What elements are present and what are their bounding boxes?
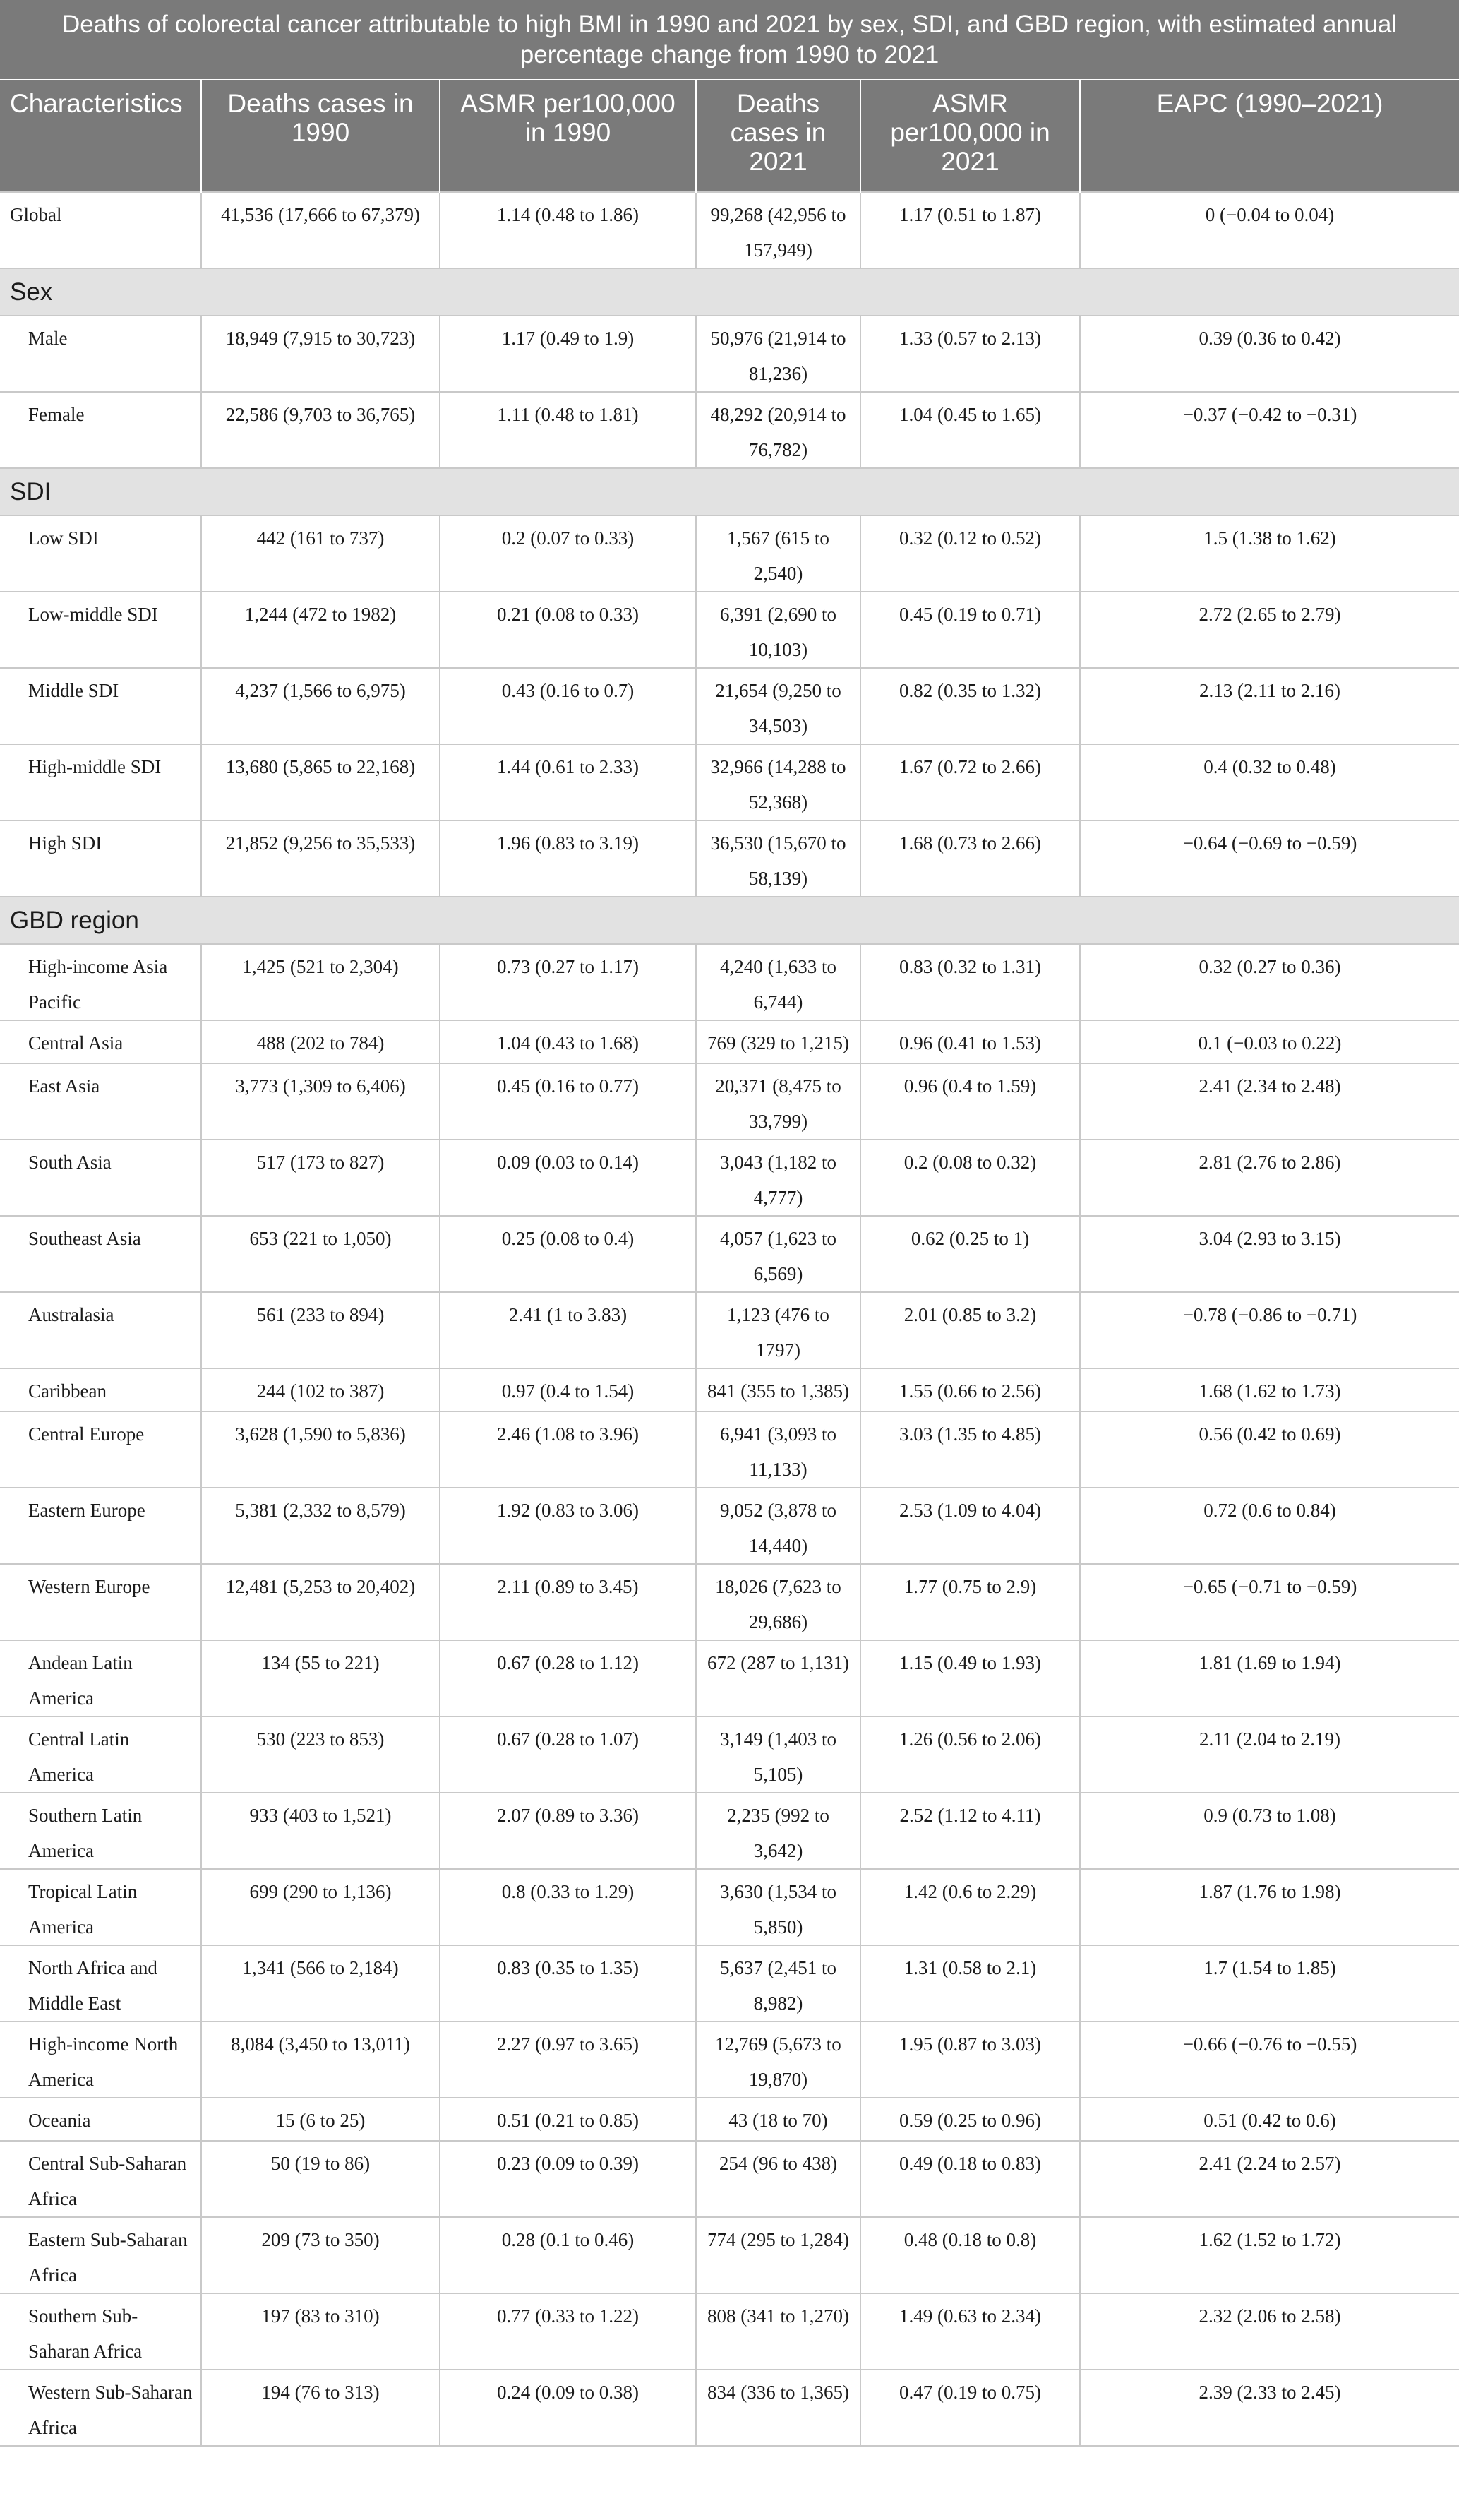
deaths-2021-cell: 774 (295 to 1,284) — [696, 2217, 860, 2293]
asmr-1990-cell: 0.8 (0.33 to 1.29) — [440, 1869, 696, 1945]
eapc-cell: 0.4 (0.32 to 0.48) — [1080, 744, 1459, 820]
asmr-1990-cell: 0.67 (0.28 to 1.12) — [440, 1640, 696, 1716]
asmr-2021-cell: 0.45 (0.19 to 0.71) — [860, 592, 1080, 668]
characteristic-cell: Tropical Latin America — [0, 1869, 201, 1945]
deaths-2021-cell: 672 (287 to 1,131) — [696, 1640, 860, 1716]
table-row — [0, 2022, 1459, 2098]
asmr-2021-cell: 0.59 (0.25 to 0.96) — [860, 2098, 1080, 2141]
eapc-cell: 2.11 (2.04 to 2.19) — [1080, 1716, 1459, 1793]
table-row — [0, 316, 1459, 392]
characteristic-cell: Low-middle SDI — [0, 592, 201, 668]
eapc-cell: −0.65 (−0.71 to −0.59) — [1080, 1564, 1459, 1640]
characteristic-cell: Oceania — [0, 2098, 201, 2141]
deaths-2021-cell: 254 (96 to 438) — [696, 2141, 860, 2217]
table-row — [0, 1368, 1459, 1411]
asmr-1990-cell: 2.27 (0.97 to 3.65) — [440, 2022, 696, 2098]
asmr-1990-cell: 0.28 (0.1 to 0.46) — [440, 2217, 696, 2293]
characteristic-cell: East Asia — [0, 1063, 201, 1140]
characteristic-cell: Female — [0, 392, 201, 468]
section-header-row — [0, 897, 1459, 944]
deaths-1990-cell: 1,244 (472 to 1982) — [201, 592, 440, 668]
table-row — [0, 1869, 1459, 1945]
asmr-1990-cell: 0.67 (0.28 to 1.07) — [440, 1716, 696, 1793]
deaths-1990-cell: 3,773 (1,309 to 6,406) — [201, 1063, 440, 1140]
asmr-1990-cell: 2.11 (0.89 to 3.45) — [440, 1564, 696, 1640]
deaths-1990-cell: 8,084 (3,450 to 13,011) — [201, 2022, 440, 2098]
asmr-2021-cell: 0.2 (0.08 to 0.32) — [860, 1140, 1080, 1216]
table-row — [0, 1945, 1459, 2022]
deaths-2021-cell: 3,630 (1,534 to 5,850) — [696, 1869, 860, 1945]
table-row — [0, 1140, 1459, 1216]
characteristic-cell: Central Sub-Saharan Africa — [0, 2141, 201, 2217]
deaths-1990-cell: 933 (403 to 1,521) — [201, 1793, 440, 1869]
table-row — [0, 592, 1459, 668]
table-row — [0, 2098, 1459, 2141]
asmr-1990-cell: 0.45 (0.16 to 0.77) — [440, 1063, 696, 1140]
table-row — [0, 2370, 1459, 2446]
deaths-1990-cell: 1,341 (566 to 2,184) — [201, 1945, 440, 2022]
asmr-2021-cell: 0.96 (0.41 to 1.53) — [860, 1020, 1080, 1063]
deaths-2021-cell: 4,057 (1,623 to 6,569) — [696, 1216, 860, 1292]
eapc-cell: 0.9 (0.73 to 1.08) — [1080, 1793, 1459, 1869]
asmr-2021-cell: 0.47 (0.19 to 0.75) — [860, 2370, 1080, 2446]
characteristic-cell: Central Europe — [0, 1411, 201, 1488]
deaths-1990-cell: 194 (76 to 313) — [201, 2370, 440, 2446]
deaths-2021-cell: 841 (355 to 1,385) — [696, 1368, 860, 1411]
deaths-1990-cell: 488 (202 to 784) — [201, 1020, 440, 1063]
asmr-1990-cell: 1.14 (0.48 to 1.86) — [440, 192, 696, 268]
eapc-cell: 2.39 (2.33 to 2.45) — [1080, 2370, 1459, 2446]
caption-row — [0, 0, 1459, 80]
characteristic-cell: South Asia — [0, 1140, 201, 1216]
asmr-2021-cell: 2.52 (1.12 to 4.11) — [860, 1793, 1080, 1869]
characteristic-cell: North Africa and Middle East — [0, 1945, 201, 2022]
asmr-2021-cell: 1.15 (0.49 to 1.93) — [860, 1640, 1080, 1716]
deaths-2021-cell: 3,149 (1,403 to 5,105) — [696, 1716, 860, 1793]
deaths-2021-cell: 21,654 (9,250 to 34,503) — [696, 668, 860, 744]
deaths-2021-cell: 6,391 (2,690 to 10,103) — [696, 592, 860, 668]
table-row — [0, 2217, 1459, 2293]
deaths-2021-cell: 43 (18 to 70) — [696, 2098, 860, 2141]
eapc-cell: 2.13 (2.11 to 2.16) — [1080, 668, 1459, 744]
table-row — [0, 1716, 1459, 1793]
deaths-2021-cell: 3,043 (1,182 to 4,777) — [696, 1140, 860, 1216]
asmr-1990-cell: 0.24 (0.09 to 0.38) — [440, 2370, 696, 2446]
asmr-1990-cell: 0.73 (0.27 to 1.17) — [440, 944, 696, 1020]
asmr-1990-cell: 2.07 (0.89 to 3.36) — [440, 1793, 696, 1869]
asmr-1990-cell: 1.96 (0.83 to 3.19) — [440, 820, 696, 897]
characteristic-cell: Western Europe — [0, 1564, 201, 1640]
table-row — [0, 1564, 1459, 1640]
characteristic-cell: Eastern Europe — [0, 1488, 201, 1564]
asmr-2021-cell: 1.26 (0.56 to 2.06) — [860, 1716, 1080, 1793]
deaths-2021-cell: 18,026 (7,623 to 29,686) — [696, 1564, 860, 1640]
asmr-2021-cell: 1.49 (0.63 to 2.34) — [860, 2293, 1080, 2370]
asmr-1990-cell: 1.11 (0.48 to 1.81) — [440, 392, 696, 468]
asmr-2021-cell: 0.32 (0.12 to 0.52) — [860, 515, 1080, 592]
table-row — [0, 1292, 1459, 1368]
eapc-cell: 1.62 (1.52 to 1.72) — [1080, 2217, 1459, 2293]
asmr-2021-cell: 0.82 (0.35 to 1.32) — [860, 668, 1080, 744]
eapc-cell: 2.32 (2.06 to 2.58) — [1080, 2293, 1459, 2370]
asmr-1990-cell: 0.51 (0.21 to 0.85) — [440, 2098, 696, 2141]
deaths-1990-cell: 3,628 (1,590 to 5,836) — [201, 1411, 440, 1488]
deaths-1990-cell: 134 (55 to 221) — [201, 1640, 440, 1716]
deaths-1990-cell: 22,586 (9,703 to 36,765) — [201, 392, 440, 468]
asmr-1990-cell: 0.83 (0.35 to 1.35) — [440, 1945, 696, 2022]
eapc-cell: 1.5 (1.38 to 1.62) — [1080, 515, 1459, 592]
section-title: GBD region — [0, 897, 1459, 944]
characteristic-cell: High-middle SDI — [0, 744, 201, 820]
table-row — [0, 744, 1459, 820]
deaths-1990-cell: 15 (6 to 25) — [201, 2098, 440, 2141]
asmr-1990-cell: 0.25 (0.08 to 0.4) — [440, 1216, 696, 1292]
table-row — [0, 944, 1459, 1020]
table-row — [0, 1488, 1459, 1564]
header-deaths-2021: Deaths cases in 2021 — [696, 80, 860, 192]
deaths-1990-cell: 1,425 (521 to 2,304) — [201, 944, 440, 1020]
eapc-cell: 0.32 (0.27 to 0.36) — [1080, 944, 1459, 1020]
asmr-1990-cell: 1.04 (0.43 to 1.68) — [440, 1020, 696, 1063]
asmr-1990-cell: 1.92 (0.83 to 3.06) — [440, 1488, 696, 1564]
deaths-2021-cell: 2,235 (992 to 3,642) — [696, 1793, 860, 1869]
eapc-cell: 1.68 (1.62 to 1.73) — [1080, 1368, 1459, 1411]
eapc-cell: −0.78 (−0.86 to −0.71) — [1080, 1292, 1459, 1368]
asmr-1990-cell: 1.17 (0.49 to 1.9) — [440, 316, 696, 392]
deaths-2021-cell: 1,567 (615 to 2,540) — [696, 515, 860, 592]
eapc-cell: 1.87 (1.76 to 1.98) — [1080, 1869, 1459, 1945]
asmr-2021-cell: 1.31 (0.58 to 2.1) — [860, 1945, 1080, 2022]
asmr-2021-cell: 2.01 (0.85 to 3.2) — [860, 1292, 1080, 1368]
deaths-2021-cell: 36,530 (15,670 to 58,139) — [696, 820, 860, 897]
characteristic-cell: Southern Sub-Saharan Africa — [0, 2293, 201, 2370]
deaths-2021-cell: 4,240 (1,633 to 6,744) — [696, 944, 860, 1020]
deaths-1990-cell: 41,536 (17,666 to 67,379) — [201, 192, 440, 268]
header-row — [0, 80, 1459, 192]
eapc-cell: 2.81 (2.76 to 2.86) — [1080, 1140, 1459, 1216]
header-deaths-1990: Deaths cases in 1990 — [201, 80, 440, 192]
table-row — [0, 1793, 1459, 1869]
characteristic-cell: Low SDI — [0, 515, 201, 592]
deaths-1990-cell: 13,680 (5,865 to 22,168) — [201, 744, 440, 820]
global-row — [0, 192, 1459, 268]
deaths-2021-cell: 6,941 (3,093 to 11,133) — [696, 1411, 860, 1488]
asmr-1990-cell: 2.41 (1 to 3.83) — [440, 1292, 696, 1368]
deaths-2021-cell: 1,123 (476 to 1797) — [696, 1292, 860, 1368]
eapc-cell: −0.66 (−0.76 to −0.55) — [1080, 2022, 1459, 2098]
asmr-2021-cell: 1.55 (0.66 to 2.56) — [860, 1368, 1080, 1411]
table-row — [0, 2141, 1459, 2217]
deaths-2021-cell: 32,966 (14,288 to 52,368) — [696, 744, 860, 820]
table-row — [0, 668, 1459, 744]
asmr-2021-cell: 1.67 (0.72 to 2.66) — [860, 744, 1080, 820]
asmr-1990-cell: 0.77 (0.33 to 1.22) — [440, 2293, 696, 2370]
eapc-cell: 0.39 (0.36 to 0.42) — [1080, 316, 1459, 392]
characteristic-cell: High-income North America — [0, 2022, 201, 2098]
deaths-2021-cell: 48,292 (20,914 to 76,782) — [696, 392, 860, 468]
asmr-2021-cell: 1.33 (0.57 to 2.13) — [860, 316, 1080, 392]
deaths-2021-cell: 50,976 (21,914 to 81,236) — [696, 316, 860, 392]
deaths-2021-cell: 808 (341 to 1,270) — [696, 2293, 860, 2370]
characteristic-cell: Southeast Asia — [0, 1216, 201, 1292]
characteristic-cell: Caribbean — [0, 1368, 201, 1411]
asmr-2021-cell: 0.62 (0.25 to 1) — [860, 1216, 1080, 1292]
deaths-2021-cell: 12,769 (5,673 to 19,870) — [696, 2022, 860, 2098]
section-header-row — [0, 268, 1459, 316]
asmr-1990-cell: 2.46 (1.08 to 3.96) — [440, 1411, 696, 1488]
table-title: Deaths of colorectal cancer attributable to high BMI in 1990 and 2021 by sex, SDI, and GBD region, with estimated annual percentage change from 1990 to 2021 — [0, 0, 1459, 80]
section-title: SDI — [0, 468, 1459, 515]
asmr-1990-cell: 0.23 (0.09 to 0.39) — [440, 2141, 696, 2217]
characteristic-cell: Western Sub-Saharan Africa — [0, 2370, 201, 2446]
deaths-1990-cell: 530 (223 to 853) — [201, 1716, 440, 1793]
characteristic-cell: Andean Latin America — [0, 1640, 201, 1716]
deaths-2021-cell: 9,052 (3,878 to 14,440) — [696, 1488, 860, 1564]
header-eapc: EAPC (1990–2021) — [1080, 80, 1459, 192]
asmr-2021-cell: 3.03 (1.35 to 4.85) — [860, 1411, 1080, 1488]
deaths-1990-cell: 18,949 (7,915 to 30,723) — [201, 316, 440, 392]
table-row — [0, 515, 1459, 592]
deaths-1990-cell: 5,381 (2,332 to 8,579) — [201, 1488, 440, 1564]
asmr-2021-cell: 2.53 (1.09 to 4.04) — [860, 1488, 1080, 1564]
characteristic-cell: Global — [0, 192, 201, 268]
header-asmr-2021: ASMR per100,000 in 2021 — [860, 80, 1080, 192]
characteristic-cell: High-income Asia Pacific — [0, 944, 201, 1020]
asmr-1990-cell: 0.43 (0.16 to 0.7) — [440, 668, 696, 744]
deaths-2021-cell: 5,637 (2,451 to 8,982) — [696, 1945, 860, 2022]
deaths-1990-cell: 442 (161 to 737) — [201, 515, 440, 592]
eapc-cell: 0.72 (0.6 to 0.84) — [1080, 1488, 1459, 1564]
asmr-2021-cell: 1.77 (0.75 to 2.9) — [860, 1564, 1080, 1640]
deaths-1990-cell: 244 (102 to 387) — [201, 1368, 440, 1411]
eapc-cell: −0.37 (−0.42 to −0.31) — [1080, 392, 1459, 468]
asmr-1990-cell: 0.21 (0.08 to 0.33) — [440, 592, 696, 668]
asmr-1990-cell: 0.2 (0.07 to 0.33) — [440, 515, 696, 592]
characteristic-cell: Central Latin America — [0, 1716, 201, 1793]
eapc-cell: −0.64 (−0.69 to −0.59) — [1080, 820, 1459, 897]
eapc-cell: 1.81 (1.69 to 1.94) — [1080, 1640, 1459, 1716]
section-header-row — [0, 468, 1459, 515]
table-row — [0, 1063, 1459, 1140]
table-row — [0, 1640, 1459, 1716]
deaths-1990-cell: 209 (73 to 350) — [201, 2217, 440, 2293]
eapc-cell: 0.56 (0.42 to 0.69) — [1080, 1411, 1459, 1488]
deaths-1990-cell: 50 (19 to 86) — [201, 2141, 440, 2217]
eapc-cell: 1.7 (1.54 to 1.85) — [1080, 1945, 1459, 2022]
asmr-1990-cell: 0.97 (0.4 to 1.54) — [440, 1368, 696, 1411]
eapc-cell: 2.41 (2.34 to 2.48) — [1080, 1063, 1459, 1140]
characteristic-cell: Male — [0, 316, 201, 392]
deaths-2021-cell: 99,268 (42,956 to 157,949) — [696, 192, 860, 268]
asmr-2021-cell: 1.95 (0.87 to 3.03) — [860, 2022, 1080, 2098]
asmr-2021-cell: 1.42 (0.6 to 2.29) — [860, 1869, 1080, 1945]
eapc-cell: 0 (−0.04 to 0.04) — [1080, 192, 1459, 268]
characteristic-cell: Eastern Sub-Saharan Africa — [0, 2217, 201, 2293]
asmr-2021-cell: 1.04 (0.45 to 1.65) — [860, 392, 1080, 468]
asmr-2021-cell: 0.96 (0.4 to 1.59) — [860, 1063, 1080, 1140]
header-characteristics: Characteristics — [0, 80, 201, 192]
asmr-2021-cell: 0.48 (0.18 to 0.8) — [860, 2217, 1080, 2293]
deaths-1990-cell: 653 (221 to 1,050) — [201, 1216, 440, 1292]
asmr-1990-cell: 1.44 (0.61 to 2.33) — [440, 744, 696, 820]
characteristic-cell: Central Asia — [0, 1020, 201, 1063]
eapc-cell: 0.51 (0.42 to 0.6) — [1080, 2098, 1459, 2141]
asmr-2021-cell: 0.49 (0.18 to 0.83) — [860, 2141, 1080, 2217]
deaths-1990-cell: 197 (83 to 310) — [201, 2293, 440, 2370]
deaths-1990-cell: 4,237 (1,566 to 6,975) — [201, 668, 440, 744]
asmr-2021-cell: 1.17 (0.51 to 1.87) — [860, 192, 1080, 268]
deaths-2021-cell: 769 (329 to 1,215) — [696, 1020, 860, 1063]
table-row — [0, 1216, 1459, 1292]
table-row — [0, 392, 1459, 468]
deaths-1990-cell: 517 (173 to 827) — [201, 1140, 440, 1216]
header-asmr-1990: ASMR per100,000 in 1990 — [440, 80, 696, 192]
characteristic-cell: Southern Latin America — [0, 1793, 201, 1869]
table-row — [0, 2293, 1459, 2370]
table-row — [0, 1411, 1459, 1488]
deaths-1990-cell: 21,852 (9,256 to 35,533) — [201, 820, 440, 897]
characteristic-cell: Australasia — [0, 1292, 201, 1368]
characteristic-cell: High SDI — [0, 820, 201, 897]
deaths-1990-cell: 699 (290 to 1,136) — [201, 1869, 440, 1945]
table-row — [0, 820, 1459, 897]
section-title: Sex — [0, 268, 1459, 316]
deaths-1990-cell: 12,481 (5,253 to 20,402) — [201, 1564, 440, 1640]
deaths-1990-cell: 561 (233 to 894) — [201, 1292, 440, 1368]
eapc-cell: 2.72 (2.65 to 2.79) — [1080, 592, 1459, 668]
asmr-1990-cell: 0.09 (0.03 to 0.14) — [440, 1140, 696, 1216]
deaths-2021-cell: 20,371 (8,475 to 33,799) — [696, 1063, 860, 1140]
table-row — [0, 1020, 1459, 1063]
eapc-cell: 0.1 (−0.03 to 0.22) — [1080, 1020, 1459, 1063]
asmr-2021-cell: 1.68 (0.73 to 2.66) — [860, 820, 1080, 897]
eapc-cell: 3.04 (2.93 to 3.15) — [1080, 1216, 1459, 1292]
deaths-2021-cell: 834 (336 to 1,365) — [696, 2370, 860, 2446]
eapc-cell: 2.41 (2.24 to 2.57) — [1080, 2141, 1459, 2217]
characteristic-cell: Middle SDI — [0, 668, 201, 744]
asmr-2021-cell: 0.83 (0.32 to 1.31) — [860, 944, 1080, 1020]
